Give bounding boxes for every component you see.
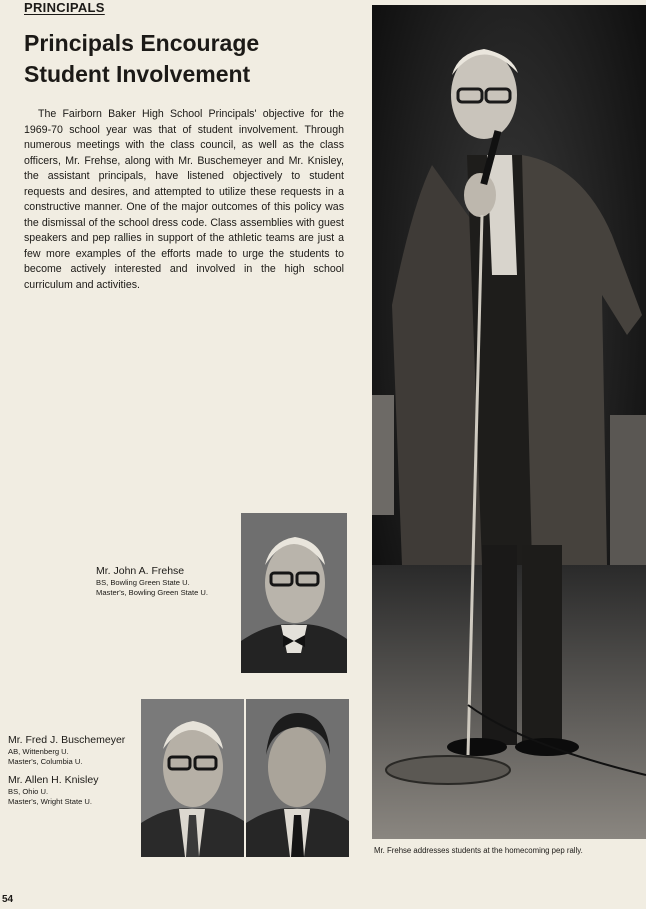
person-buschemeyer	[8, 734, 138, 767]
knisley-portrait	[246, 699, 349, 857]
headline-line-2: Student Involvement	[24, 61, 251, 87]
knisley-portrait-illustration	[246, 699, 349, 857]
speaker-photo	[372, 5, 646, 839]
person-degree: Master's, Columbia U.	[8, 757, 83, 766]
person-degree: AB, Wittenberg U.	[8, 747, 69, 756]
person-name: Mr. Fred J. Buschemeyer	[8, 734, 126, 746]
section-label: PRINCIPALS	[24, 0, 105, 15]
frehse-portrait-illustration	[241, 513, 347, 673]
headline-line-1: Principals Encourage	[24, 30, 260, 56]
person-frehse	[96, 565, 241, 598]
person-knisley	[8, 774, 138, 807]
article-body: The Fairborn Baker High School Principals' objective for the 1969-70 school year was that of student involvement. Through numerous meetings with the class council, as well as the class officers, Mr. Frehse, along with Mr. Buschemeyer and Mr. Knisley, the assistant principals, have listened objectively to student requests and desires, and attempted to utilize these requests in a constructive manner. One of the major outcomes of this policy was the dismissal of the school dress code. Class assemblies with guest speakers and pep rallies in support of the athletic teams are just a few more examples of the efforts made to urge the students to become actively interested and involved in the high school curriculum and activities.	[24, 108, 344, 291]
person-name: Mr. Allen H. Knisley	[8, 774, 99, 786]
speaker-photo-illustration	[372, 5, 646, 839]
photo-caption: Mr. Frehse addresses students at the homecoming pep rally.	[374, 846, 583, 855]
headline	[24, 28, 354, 90]
frehse-portrait	[241, 513, 347, 673]
person-name: Mr. John A. Frehse	[96, 565, 185, 577]
buschemeyer-portrait-illustration	[141, 699, 244, 857]
page-number: 54	[2, 894, 14, 905]
person-degree: Master's, Bowling Green State U.	[96, 588, 209, 597]
person-degree: BS, Ohio U.	[8, 787, 49, 796]
buschemeyer-portrait	[141, 699, 244, 857]
person-degree: BS, Bowling Green State U.	[96, 578, 190, 587]
person-degree: Master's, Wright State U.	[8, 797, 93, 806]
